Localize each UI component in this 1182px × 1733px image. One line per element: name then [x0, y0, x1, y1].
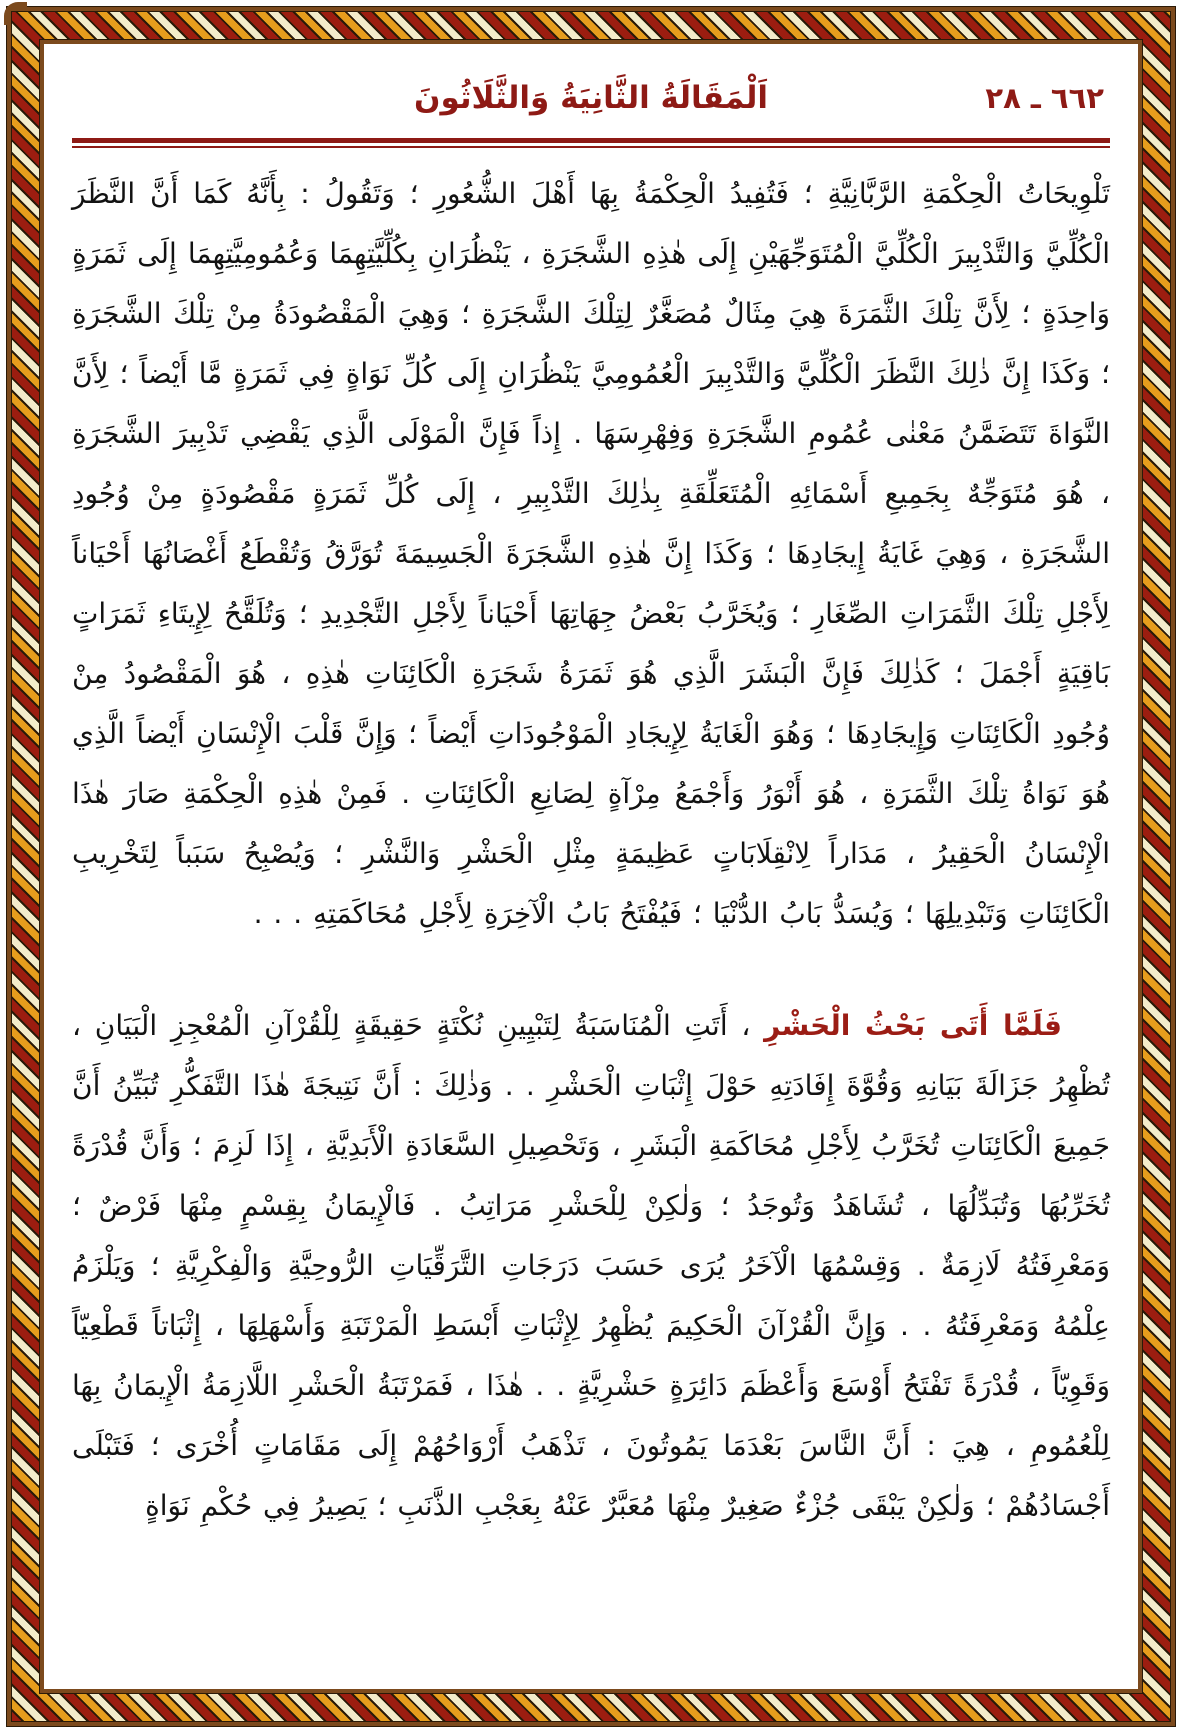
- page-number: ٦٦٢ ـ ٢٨: [985, 81, 1104, 115]
- page-header: [72, 72, 1110, 128]
- paragraph-2: [72, 996, 1110, 1536]
- divider-thin-line: [72, 146, 1110, 148]
- header-divider: [72, 138, 1110, 148]
- paragraph-1: تَلْوِيحَاتُ الْحِكْمَةِ الرَّبَّانِيَّةِ ؛ فَتُفِيدُ الْحِكْمَةُ بِهَا أَهْلَ الشُّعُورِ ؛ وَتَقُولُ : بِأَنَّهُ كَمَا أَنَّ النَّظَرَ الْكُلِّيَّ وَالتَّدْبِيرَ الْكُلِّيَّ الْمُتَوَجِّهَيْنِ إِلَى هٰذِهِ الشَّجَرَةِ ، يَنْظُرَانِ بِكُلِّيَّتِهِمَا وَعُمُومِيَّتِهِمَا إِلَى ثَمَرَةٍ وَاحِدَةٍ ؛ لِأَنَّ تِلْكَ الثَّمَرَةَ هِيَ مِثَالٌ مُصَغَّرٌ لِتِلْكَ الشَّجَرَةِ ؛ وَهِيَ الْمَقْصُودَةُ مِنْ تِلْكَ الشَّجَرَةِ ؛ وَكَذَا إِنَّ ذٰلِكَ النَّظَرَ الْكُلِّيَّ وَالتَّدْبِيرَ الْعُمُومِيَّ يَنْظُرَانِ إِلَى كُلِّ نَوَاةٍ فِي ثَمَرَةٍ مَّا أَيْضاً ؛ لِأَنَّ النَّوَاةَ تَتَضَمَّنُ مَعْنٰى عُمُومِ الشَّجَرَةِ وَفِهْرِسَهَا . إِذاً فَإِنَّ الْمَوْلَى الَّذِي يَقْضِي تَدْبِيرَ الشَّجَرَةِ ، هُوَ مُتَوَجِّهٌ بِجَمِيعِ أَسْمَائِهِ الْمُتَعَلِّقَةِ بِذٰلِكَ التَّدْبِيرِ ، إِلَى كُلِّ ثَمَرَةٍ مَقْصُودَةٍ مِنْ وُجُودِ الشَّجَرَةِ ، وَهِيَ غَايَةُ إِيجَادِهَا ؛ وَكَذَا إِنَّ هٰذِهِ الشَّجَرَةَ الْجَسِيمَةَ تُوَرَّقُ وَتُقْطَعُ أَغْصَانُهَا أَحْيَاناً لِأَجْلِ تِلْكَ الثَّمَرَاتِ الصِّغَارِ ؛ وَيُخَرَّبُ بَعْضُ جِهَاتِهَا أَحْيَاناً لِأَجْلِ التَّجْدِيدِ ؛ وَتُلَقَّحُ لِإِيتَاءِ ثَمَرَاتٍ بَاقِيَةٍ أَجْمَلَ ؛ كَذٰلِكَ فَإِنَّ الْبَشَرَ الَّذِي هُوَ ثَمَرَةُ شَجَرَةِ الْكَائِنَاتِ هٰذِهِ ، هُوَ الْمَقْصُودُ مِنْ وُجُودِ الْكَائِنَاتِ وَإِيجَادِهَا ؛ وَهُوَ الْغَايَةُ لِإِيجَادِ الْمَوْجُودَاتِ أَيْضاً ؛ وَإِنَّ قَلْبَ الْإِنْسَانِ أَيْضاً الَّذِي هُوَ نَوَاةُ تِلْكَ الثَّمَرَةِ ، هُوَ أَنْوَرُ وَأَجْمَعُ مِرْآةٍ لِصَانِعِ الْكَائِنَاتِ . فَمِنْ هٰذِهِ الْحِكْمَةِ صَارَ هٰذَا الْإِنْسَانُ الْحَقِيرُ ، مَدَاراً لِانْقِلَابَاتٍ عَظِيمَةٍ مِثْلِ الْحَشْرِ وَالنَّشْرِ ؛ وَيُصْبِحُ سَبَباً لِتَخْرِيبِ الْكَائِنَاتِ وَتَبْدِيلِهَا ؛ وَيُسَدُّ بَابُ الدُّنْيَا ؛ فَيُفْتَحُ بَابُ الْآخِرَةِ لِأَجْلِ مُحَاكَمَتِهِ . . .: [72, 177, 1110, 930]
- page-content: [40, 40, 1142, 1693]
- paragraph-2-rest: ، أَتَتِ الْمُنَاسَبَةُ لِتَبْيِينِ نُكْتَةٍ حَقِيقَةٍ لِلْقُرْآنِ الْمُعْجِزِ الْبَيَانِ ، تُظْهِرُ جَزَالَةَ بَيَانِهِ وَقُوَّةَ إِفَادَتِهِ حَوْلَ إِثْبَاتِ الْحَشْرِ . . وَذٰلِكَ : أَنَّ نَتِيجَةَ هٰذَا التَّفَكُّرِ تُبَيِّنُ أَنَّ جَمِيعَ الْكَائِنَاتِ تُخَرَّبُ لِأَجْلِ مُحَاكَمَةِ الْبَشَرِ ، وَتَحْصِيلِ السَّعَادَةِ الْأَبَدِيَّةِ ، إِذَا لَزِمَ ؛ وَأَنَّ قُدْرَةً تُخَرِّبُهَا وَتُبَدِّلُهَا ، تُشَاهَدُ وَتُوجَدُ ؛ وَلٰكِنْ لِلْحَشْرِ مَرَاتِبُ . فَالْإِيمَانُ بِقِسْمٍ مِنْهَا فَرْضٌ ؛ وَمَعْرِفَتُهُ لَازِمَةٌ . وَقِسْمُهَا الْآخَرُ يُرَى حَسَبَ دَرَجَاتِ التَّرَقِّيَاتِ الرُّوحِيَّةِ وَالْفِكْرِيَّةِ ؛ وَيَلْزَمُ عِلْمُهُ وَمَعْرِفَتُهُ . . وَإِنَّ الْقُرْآنَ الْحَكِيمَ يُظْهِرُ لِإِثْبَاتِ أَبْسَطِ الْمَرْتَبَةِ وَأَسْهَلِهَا ، إِثْبَاتاً قَطْعِيّاً وَقَوِيّاً ، قُدْرَةً تَفْتَحُ أَوْسَعَ وَأَعْظَمَ دَائِرَةٍ حَشْرِيَّةٍ . . هٰذَا ، فَمَرْتَبَةُ الْحَشْرِ اللَّازِمَةُ الْإِيمَانُ بِهَا لِلْعُمُومِ ، هِيَ : أَنَّ النَّاسَ بَعْدَمَا يَمُوتُونَ ، تَذْهَبُ أَرْوَاحُهُمْ إِلَى مَقَامَاتٍ أُخْرَى ؛ فَتَبْلَى أَجْسَادُهُمْ ؛ وَلٰكِنْ يَبْقَى جُزْءٌ صَغِيرٌ مِنْهَا مُعَبَّرٌ عَنْهُ بِعَجْبِ الذَّنَبِ ؛ يَصِيرُ فِي حُكْمِ نَوَاةٍ: [72, 1009, 1110, 1522]
- chapter-title: اَلْمَقَالَةُ الثَّانِيَةُ وَالثَّلَاثُونَ: [414, 80, 768, 116]
- divider-thick-line: [72, 138, 1110, 143]
- paragraph-2-lead-red: فَلَمَّا أَتَى بَحْثُ الْحَشْرِ: [764, 1009, 1062, 1042]
- border-corner-flourish: [4, 2, 27, 25]
- body-text: [72, 164, 1110, 1536]
